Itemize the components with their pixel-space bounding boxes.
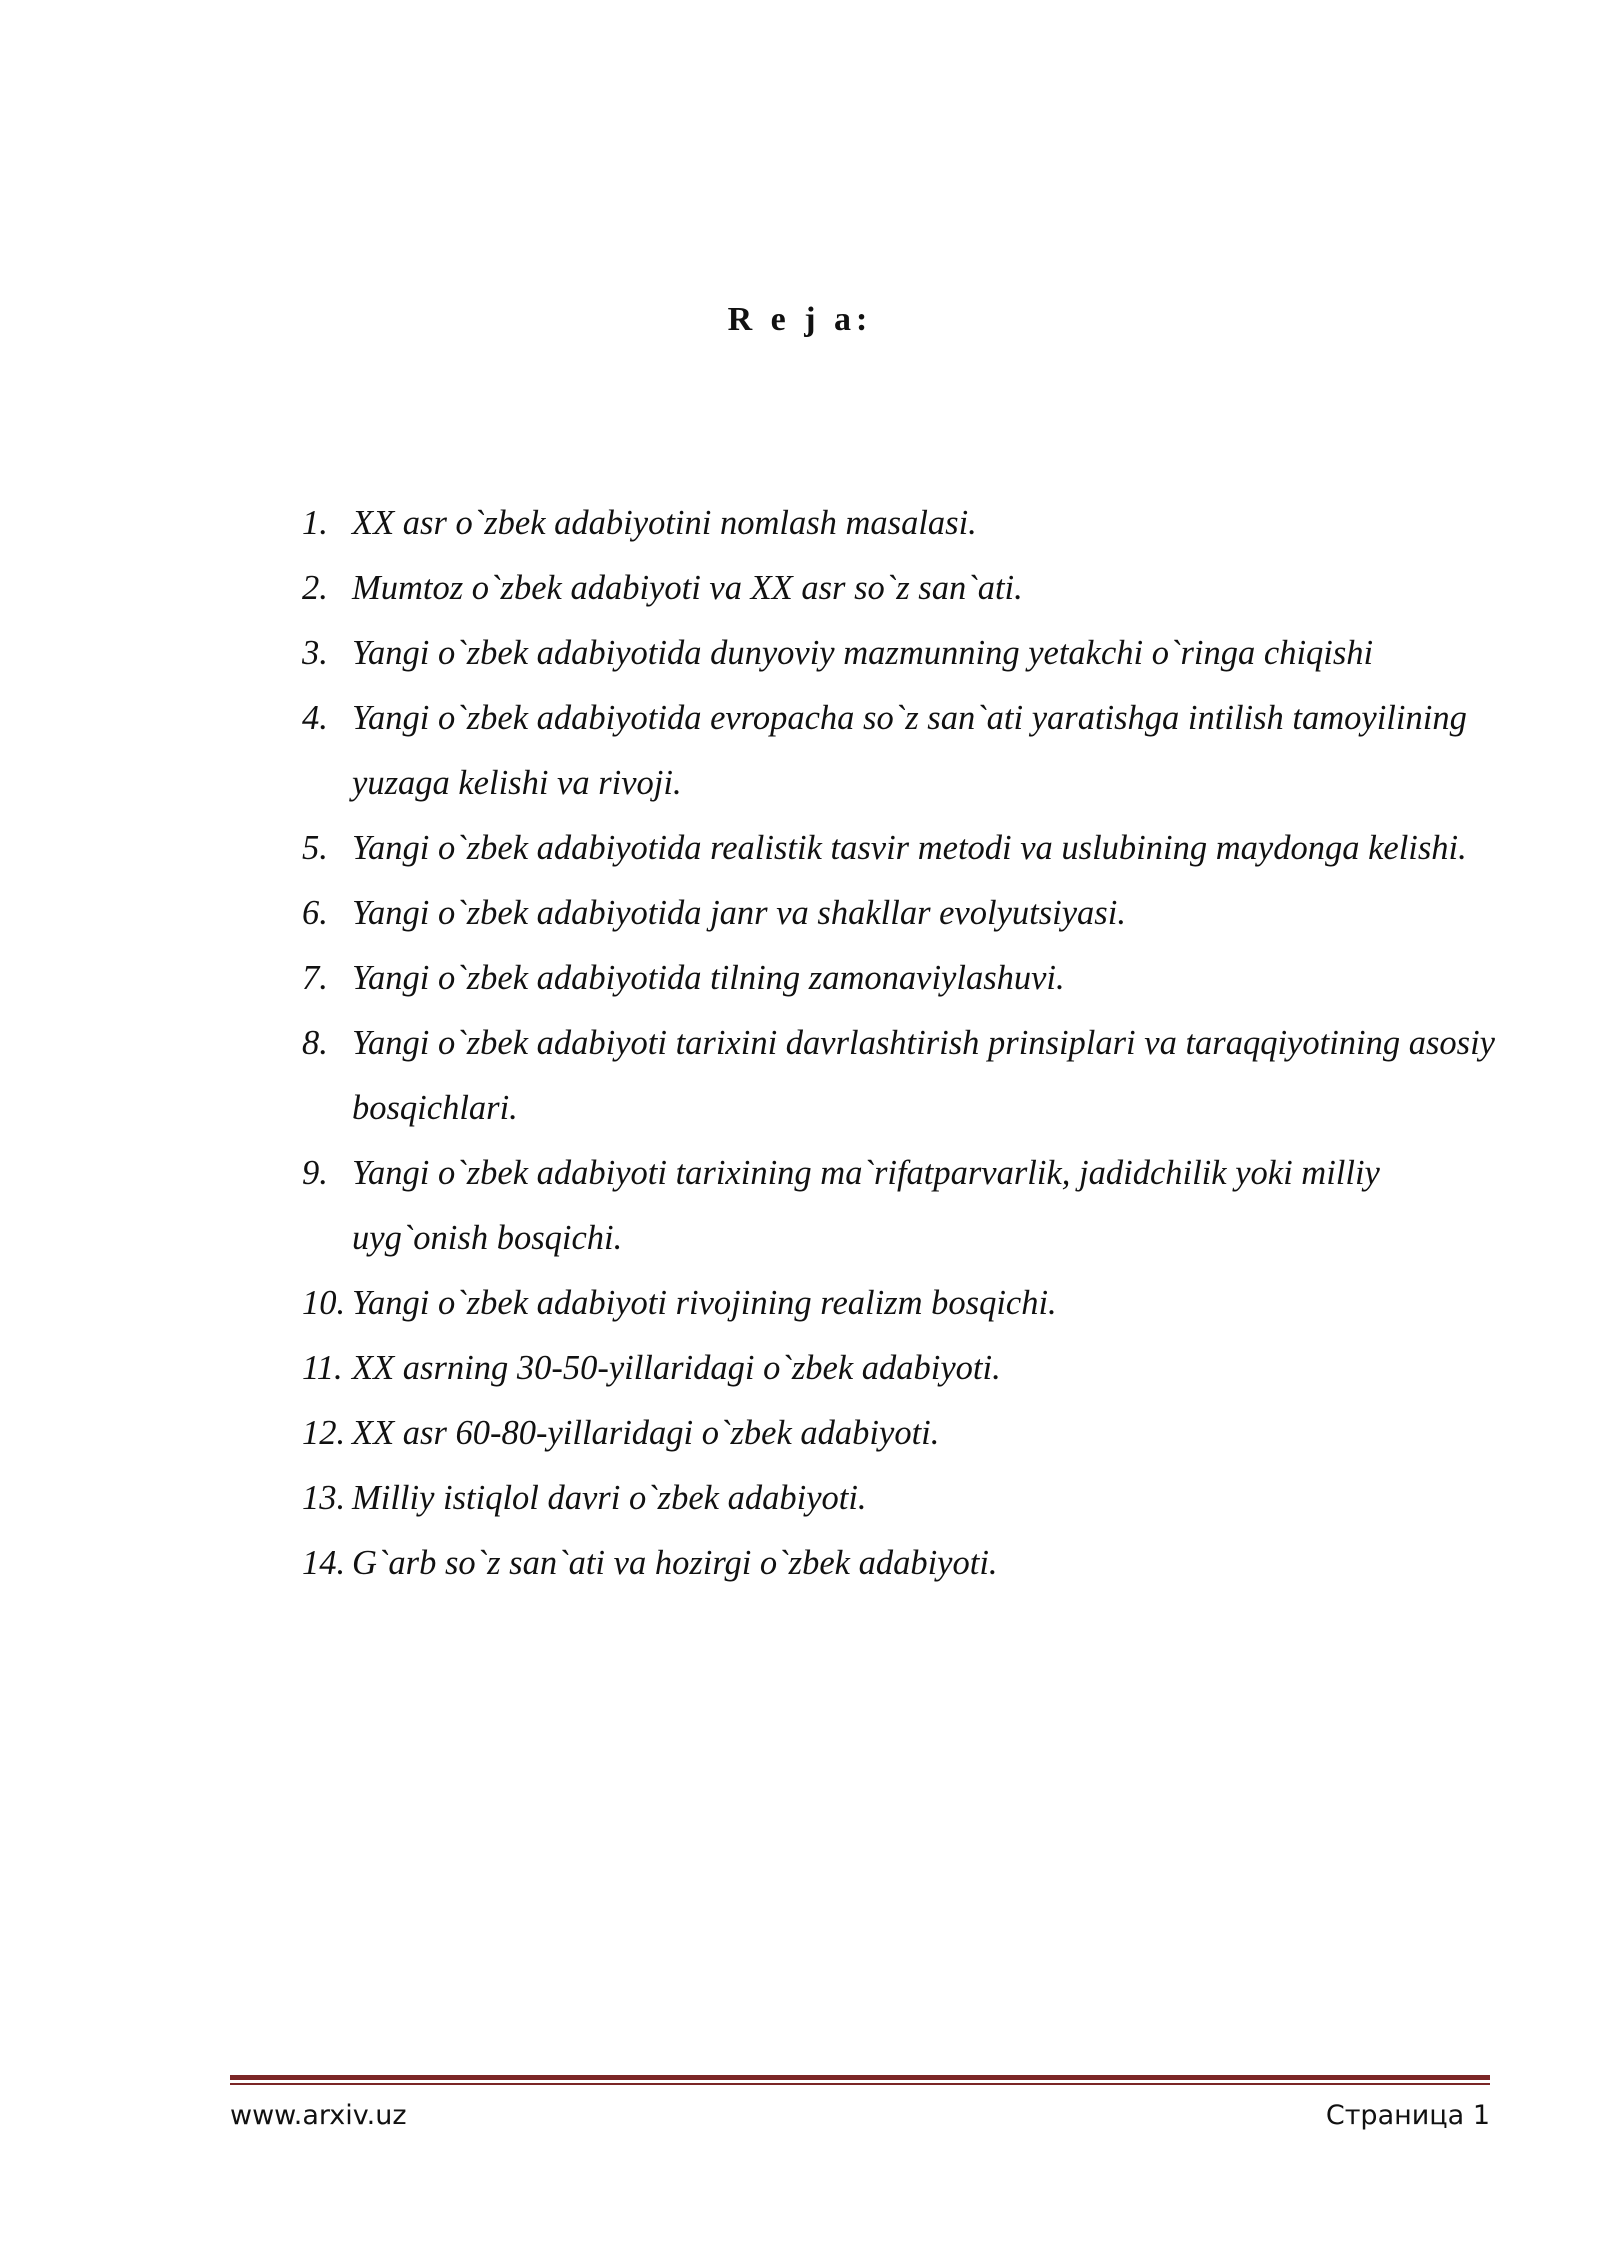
item-number: 4. [302,699,328,737]
item-text: Yangi o`zbek adabiyotida evropacha so`z san`ati yaratishga intilish tamoyilining yuzaga kelishi va rivoji. [352,699,1467,802]
item-number: 6. [302,894,328,932]
item-number: 7. [302,959,328,997]
plan-item-4 [302,686,1502,816]
item-number: 9. [302,1154,328,1192]
plan-item-3 [302,621,1502,686]
item-text: XX asr o`zbek adabiyotini nomlash masalasi. [352,504,977,542]
item-number: 1. [302,504,328,542]
plan-item-5 [302,816,1502,881]
item-text: G`arb so`z san`ati va hozirgi o`zbek adabiyoti. [352,1544,998,1582]
plan-item-7 [302,946,1502,1011]
plan-item-9 [302,1141,1502,1271]
plan-item-6 [302,881,1502,946]
plan-item-2 [302,556,1502,621]
item-number: 12. [302,1414,346,1452]
item-text: Yangi o`zbek adabiyotida tilning zamonaviylashuvi. [352,959,1065,997]
plan-item-12 [302,1401,1502,1466]
item-text: Yangi o`zbek adabiyotida dunyoviy mazmunning yetakchi o`ringa chiqishi [352,634,1374,672]
item-text: XX asr 60-80-yillaridagi o`zbek adabiyoti. [352,1414,940,1452]
plan-item-8 [302,1011,1502,1141]
item-number: 5. [302,829,328,867]
item-text: Yangi o`zbek adabiyoti rivojining realizm bosqichi. [352,1284,1057,1322]
plan-list [302,491,1502,1596]
plan-item-11 [302,1336,1502,1401]
item-text: Yangi o`zbek adabiyoti tarixining ma`rifatparvarlik, jadidchilik yoki milliy uyg`onish bosqichi. [352,1154,1380,1257]
item-text: Yangi o`zbek adabiyotida realistik tasvir metodi va uslubining maydonga kelishi. [352,829,1467,867]
plan-item-1 [302,491,1502,556]
page-number: Страница 1 [1325,2100,1490,2131]
plan-item-10 [302,1271,1502,1336]
item-text: Mumtoz o`zbek adabiyoti va XX asr so`z san`ati. [352,569,1023,607]
footer-site-link[interactable]: www.arxiv.uz [230,2100,407,2131]
item-text: Milliy istiqlol davri o`zbek adabiyoti. [352,1479,867,1517]
item-number: 2. [302,569,328,607]
item-number: 8. [302,1024,328,1062]
item-number: 3. [302,634,328,672]
item-number: 11. [302,1349,343,1387]
plan-item-14 [302,1531,1502,1596]
footer-divider-thin [230,2083,1490,2085]
item-number: 14. [302,1544,346,1582]
item-text: XX asrning 30-50-yillaridagi o`zbek adabiyoti. [352,1349,1001,1387]
footer-divider [230,2075,1490,2080]
item-text: Yangi o`zbek adabiyotida janr va shakllar evolyutsiyasi. [352,894,1126,932]
item-number: 10. [302,1284,346,1322]
item-text: Yangi o`zbek adabiyoti tarixini davrlashtirish prinsiplari va taraqqiyotining asosiy bosqichlari. [352,1024,1495,1127]
plan-item-13 [302,1466,1502,1531]
item-number: 13. [302,1479,346,1517]
page-title: R e j a: [727,301,873,338]
